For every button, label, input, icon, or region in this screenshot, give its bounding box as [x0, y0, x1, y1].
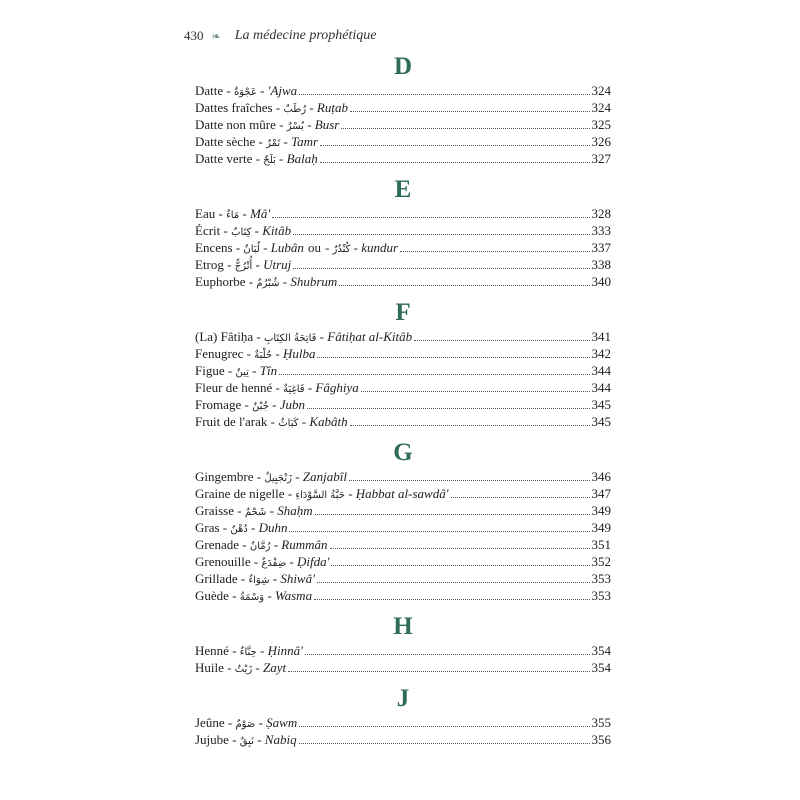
entry-page-number: 349: [591, 503, 611, 518]
entry-arabic-term-alt: كُنْدُرٌ: [332, 244, 351, 255]
entry-french-term: Datte sèche: [195, 134, 256, 149]
entry-arabic-term: رُمَّانٌ: [249, 541, 271, 552]
index-entry: [195, 362, 611, 379]
separator: -: [266, 503, 278, 518]
separator: -: [306, 100, 317, 115]
entry-arabic-term: كِتَابٌ: [231, 227, 252, 238]
separator: -: [247, 520, 259, 535]
index-section: [195, 438, 611, 604]
separator: -: [279, 274, 291, 289]
entry-french-term: Écrit: [195, 223, 221, 238]
index-entry: [195, 396, 611, 413]
entry-transliteration: Tamr: [291, 134, 319, 149]
separator: -: [280, 134, 292, 149]
entry-french-term: Grillade: [195, 571, 238, 586]
dot-leader: [331, 554, 589, 566]
entry-transliteration: Busr: [314, 117, 340, 132]
entry-transliteration: Duhn: [258, 520, 288, 535]
entry-arabic-term: حُلْبَةٌ: [254, 350, 273, 361]
index-entry: [195, 570, 611, 587]
dot-leader: [314, 588, 589, 600]
entry-arabic-term: وَسْمَةٌ: [239, 592, 265, 603]
dot-leader: [339, 274, 589, 286]
entry-arabic-term: شِوَاءٌ: [248, 575, 270, 586]
index-section: [195, 612, 611, 676]
section-letter-heading: D: [393, 53, 413, 80]
entry-page-number: 326: [591, 134, 611, 149]
dot-leader: [299, 715, 589, 727]
entry-french-term: Datte non mûre: [195, 117, 276, 132]
entry-french-term: Grenade: [195, 537, 240, 552]
index-entry: [195, 222, 611, 239]
index-entry: [195, 99, 611, 116]
separator: -: [292, 469, 303, 484]
entry-french-term: Fleur de henné: [195, 380, 273, 395]
entry-french-term: Graine de nigelle: [195, 486, 285, 501]
entry-arabic-term: حِنَّاءٌ: [239, 647, 257, 658]
entry-transliteration: Ḍifda': [297, 554, 330, 569]
index-section: [195, 298, 611, 430]
entry-transliteration: Rummân: [281, 537, 328, 552]
index-entry: [195, 116, 611, 133]
dot-leader: [279, 363, 589, 375]
entry-arabic-term: أُتْرُجٌّ: [234, 261, 253, 272]
separator: -: [250, 554, 262, 569]
separator: -: [224, 715, 236, 730]
dot-leader: [350, 414, 590, 426]
index-entry: [195, 714, 611, 731]
separator: -: [344, 486, 356, 501]
entry-french-term: Etrog: [195, 257, 224, 272]
entry-arabic-term: زَيْتٌ: [234, 664, 253, 675]
index-section: [195, 684, 611, 748]
entry-french-term: Gingembre: [195, 469, 254, 484]
entry-transliteration: Lubân: [270, 240, 304, 255]
dot-leader: [317, 571, 590, 583]
dot-leader: [293, 223, 589, 235]
separator: -: [239, 537, 250, 552]
entry-page-number: 333: [591, 223, 611, 238]
entry-french-term: Fruit de l'arak: [195, 414, 268, 429]
entry-french-term: Henné: [195, 643, 229, 658]
index-entry: [195, 150, 611, 167]
entry-transliteration-alt: kundur: [361, 240, 399, 255]
entry-french-term: Jeûne: [195, 715, 225, 730]
entry-french-term: Fenugrec: [195, 346, 244, 361]
separator: -: [248, 363, 260, 378]
entry-transliteration: 'Ajwa: [267, 83, 298, 98]
entry-french-term: (La) Fâtiḥa: [195, 329, 254, 344]
entry-page-number: 352: [591, 554, 611, 569]
dot-leader: [305, 643, 590, 655]
dot-leader: [307, 397, 590, 409]
entry-transliteration: Shubrum: [290, 274, 338, 289]
separator: -: [264, 588, 275, 603]
entry-french-term: Datte verte: [195, 151, 253, 166]
dot-leader: [299, 732, 590, 744]
entry-french-term: Encens: [195, 240, 233, 255]
separator: -: [268, 397, 280, 412]
entry-page-number: 324: [591, 83, 611, 98]
running-head: [184, 26, 377, 46]
dot-leader: [272, 206, 589, 218]
separator: -: [316, 329, 328, 344]
separator: -: [220, 223, 232, 238]
index-content: [195, 52, 611, 754]
entry-arabic-term: شُبْرُمٌ: [256, 278, 280, 289]
index-entry: [195, 273, 611, 290]
separator: -: [245, 274, 257, 289]
separator: -: [219, 520, 231, 535]
entry-transliteration: Balaḥ: [286, 151, 318, 166]
entry-french-term: Guède: [195, 588, 229, 603]
separator: -: [223, 660, 235, 675]
dot-leader: [293, 257, 589, 269]
separator: -: [267, 414, 279, 429]
entry-arabic-term: بَلَحٌ: [263, 155, 276, 166]
entry-transliteration: Utruj: [263, 257, 292, 272]
entry-transliteration: Fâghiya: [315, 380, 359, 395]
dot-leader: [299, 83, 589, 95]
separator: -: [223, 257, 235, 272]
entry-french-term: Huile: [195, 660, 224, 675]
entry-page-number: 353: [591, 571, 611, 586]
dot-leader: [289, 520, 589, 532]
separator: -: [228, 732, 240, 747]
dot-leader: [350, 100, 590, 112]
entry-french-term: Dattes fraîches: [195, 100, 273, 115]
dot-leader: [315, 503, 590, 515]
separator: -: [324, 240, 333, 255]
separator: -: [228, 643, 240, 658]
index-entry: [195, 659, 611, 676]
entry-arabic-term: جُبْنٌ: [252, 401, 269, 412]
separator: -: [215, 206, 227, 221]
dot-leader: [400, 240, 589, 252]
entry-page-number: 351: [591, 537, 611, 552]
index-entry: [195, 468, 611, 485]
separator: -: [303, 117, 315, 132]
entry-french-term: Graisse: [195, 503, 234, 518]
entry-arabic-term: تَمْرٌ: [266, 138, 281, 149]
book-title: La médecine prophétique: [234, 28, 377, 43]
entry-page-number: 354: [591, 660, 611, 675]
entry-arabic-term: عَجْوَةٌ: [234, 87, 257, 98]
separator: -: [237, 571, 249, 586]
separator: -: [224, 363, 236, 378]
entry-french-term: Eau: [195, 206, 216, 221]
entry-page-number: 345: [591, 414, 611, 429]
entry-french-term: Datte: [195, 83, 224, 98]
entry-page-number: 347: [591, 486, 611, 501]
section-letter-heading: J: [396, 685, 410, 712]
dot-leader: [349, 469, 590, 481]
separator: -: [232, 240, 244, 255]
entry-page-number: 356: [591, 732, 611, 747]
entry-arabic-term: رُطَبٌ: [283, 104, 307, 115]
entry-transliteration: Wasma: [274, 588, 313, 603]
entry-page-number: 325: [591, 117, 611, 132]
separator: -: [275, 117, 287, 132]
dot-leader: [361, 380, 590, 392]
separator: -: [272, 380, 284, 395]
index-entry: [195, 536, 611, 553]
entry-arabic-term: صَوْمٌ: [235, 719, 256, 730]
dot-leader: [414, 329, 589, 341]
index-entry: [195, 553, 611, 570]
separator: -: [259, 240, 271, 255]
separator: -: [251, 223, 263, 238]
entry-transliteration: Zanjabîl: [302, 469, 347, 484]
separator: -: [304, 380, 316, 395]
separator: -: [243, 346, 255, 361]
separator: -: [239, 206, 251, 221]
entry-transliteration: Zayt: [263, 660, 287, 675]
entry-page-number: 354: [591, 643, 611, 658]
entry-arabic-term: حَبَّةُ السَّوْدَاءِ: [295, 490, 345, 501]
entry-french-term: Fromage: [195, 397, 242, 412]
entry-page-number: 337: [591, 240, 611, 255]
index-entry: [195, 413, 611, 430]
index-entry: [195, 587, 611, 604]
index-entry: [195, 82, 611, 99]
entry-page-number: 345: [591, 397, 611, 412]
separator: -: [252, 257, 264, 272]
index-section: [195, 175, 611, 290]
entry-arabic-term: نَبِقٌ: [239, 736, 254, 747]
entry-arabic-term: مَاءٌ: [226, 210, 240, 221]
entry-arabic-term: فَاغِيَةٌ: [283, 384, 305, 395]
entry-page-number: 355: [591, 715, 611, 730]
entry-page-number: 338: [591, 257, 611, 272]
index-section: [195, 52, 611, 167]
separator: -: [255, 715, 267, 730]
separator: -: [255, 134, 267, 149]
entry-french-term: Euphorbe: [195, 274, 246, 289]
separator: -: [270, 537, 282, 552]
dot-leader: [341, 117, 589, 129]
section-letter-heading: E: [394, 176, 412, 203]
dot-leader: [320, 134, 589, 146]
separator: -: [252, 151, 264, 166]
entry-french-term: Gras: [195, 520, 220, 535]
section-letter-heading: F: [395, 299, 411, 326]
entry-french-term: Jujube: [195, 732, 229, 747]
entry-arabic-term: بُسْرٌ: [286, 121, 304, 132]
entry-page-number: 324: [591, 100, 611, 115]
separator: -: [234, 503, 245, 518]
separator: -: [256, 643, 268, 658]
section-letter-heading: G: [393, 439, 413, 466]
entry-arabic-term: شَحْمٌ: [244, 507, 267, 518]
entry-transliteration: Ruṭab: [316, 100, 348, 115]
entry-transliteration: Ḥulba: [282, 346, 316, 361]
separator: -: [241, 397, 253, 412]
separator: -: [253, 469, 265, 484]
entry-transliteration: Kabâth: [309, 414, 348, 429]
index-entry: [195, 133, 611, 150]
dot-leader: [330, 537, 590, 549]
index-entry: [195, 345, 611, 362]
dot-leader: [288, 660, 589, 672]
entry-arabic-term: لُبَانٌ: [243, 244, 260, 255]
index-entry: [195, 239, 611, 256]
dot-leader: [317, 346, 589, 358]
index-entry: [195, 642, 611, 659]
separator: -: [350, 240, 362, 255]
separator: -: [286, 554, 298, 569]
index-entry: [195, 731, 611, 748]
entry-arabic-term: كَبَاثٌ: [278, 418, 299, 429]
separator: -: [298, 414, 310, 429]
entry-page-number: 327: [591, 151, 611, 166]
entry-arabic-term: فَاتِحَةُ الكِتَابِ: [263, 333, 317, 344]
index-entry: [195, 328, 611, 345]
separator: -: [228, 588, 240, 603]
index-entry: [195, 205, 611, 222]
entry-transliteration: Ḥabbat al-sawdâ': [355, 486, 449, 501]
entry-transliteration: Tîn: [259, 363, 278, 378]
separator: -: [269, 571, 281, 586]
entry-page-number: 328: [591, 206, 611, 221]
entry-page-number: 341: [591, 329, 611, 344]
separator: -: [272, 346, 283, 361]
entry-transliteration: Mâ': [250, 206, 271, 221]
entry-page-number: 349: [591, 520, 611, 535]
entry-arabic-term: ضِفْدَعٌ: [261, 558, 287, 569]
entry-arabic-term: تِينٌ: [235, 367, 249, 378]
page-number: 430: [184, 28, 204, 43]
entry-page-number: 344: [591, 363, 611, 378]
separator: -: [284, 486, 296, 501]
separator: -: [252, 660, 264, 675]
entry-transliteration: Kitâb: [262, 223, 292, 238]
entry-arabic-term: زَنْجَبِيلٌ: [264, 473, 293, 484]
dot-leader: [320, 151, 590, 163]
entry-transliteration: Shaḥm: [277, 503, 313, 518]
entry-transliteration: Shiwâ': [280, 571, 315, 586]
section-letter-heading: H: [393, 613, 413, 640]
conjunction: ou: [307, 240, 321, 255]
entry-page-number: 344: [591, 380, 611, 395]
entry-transliteration: Jubn: [279, 397, 305, 412]
entry-transliteration: Ṣawm: [266, 715, 298, 730]
index-entry: [195, 502, 611, 519]
entry-page-number: 353: [591, 588, 611, 603]
entry-transliteration: Nabiq: [264, 732, 297, 747]
entry-arabic-term: دُهْنٌ: [230, 524, 248, 535]
dot-leader: [451, 486, 590, 498]
entry-transliteration: Fâtiḥat al-Kitâb: [327, 329, 413, 344]
index-entry: [195, 485, 611, 502]
entry-page-number: 346: [591, 469, 611, 484]
separator: -: [253, 732, 265, 747]
entry-french-term: Figue: [195, 363, 225, 378]
separator: -: [253, 329, 264, 344]
separator: -: [275, 151, 287, 166]
separator: -: [223, 83, 234, 98]
separator: -: [256, 83, 268, 98]
entry-transliteration: Ḥinnâ': [267, 643, 303, 658]
index-entry: [195, 256, 611, 273]
entry-french-term: Grenouille: [195, 554, 251, 569]
index-entry: [195, 379, 611, 396]
fleuron-ornament-icon: ❧: [211, 30, 221, 43]
entry-page-number: 340: [591, 274, 611, 289]
index-entry: [195, 519, 611, 536]
separator: -: [272, 100, 284, 115]
entry-page-number: 342: [591, 346, 611, 361]
